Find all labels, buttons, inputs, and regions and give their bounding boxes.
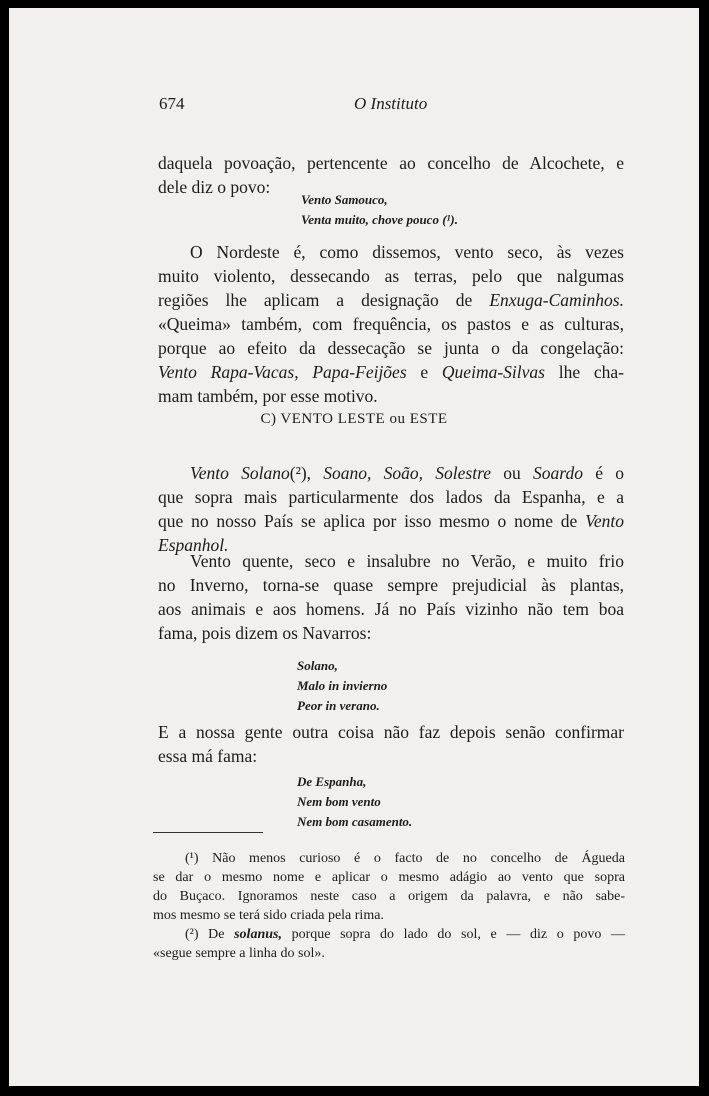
text-line: aos animais e aos homens. Já no País vizinho não tem boa	[158, 599, 624, 619]
verse-1	[301, 190, 458, 230]
text-segment: lhe cha-	[544, 362, 624, 382]
text-segment-italic: Enxuga-Caminhos.	[489, 290, 624, 310]
text-line: fama, pois dizem os Navarros:	[158, 623, 372, 643]
text-segment-italic: Queima-Silvas	[441, 362, 545, 382]
running-head: O Instituto	[354, 94, 428, 113]
text-line	[158, 360, 624, 384]
document-page	[9, 8, 699, 1086]
footnote-line	[153, 925, 625, 944]
text-segment-italic: solanus,	[234, 927, 282, 942]
footnote-line: mos mesmo se terá sido criada pela rima.	[153, 908, 384, 923]
footnote-1	[153, 849, 625, 925]
footnote-line: (¹) Não menos curioso é o facto de no concelho de Águeda	[185, 851, 625, 866]
section-heading: C) VENTO LESTE ou ESTE	[260, 411, 448, 427]
footnote-2	[153, 925, 625, 963]
text-segment-italic: Vento Solano	[190, 463, 290, 483]
text-line: no Inverno, torna-se quase sempre prejudicial às plantas,	[158, 575, 624, 595]
text-segment: ou	[491, 463, 534, 483]
text-segment-italic: Espanhol.	[158, 535, 229, 555]
text-line: daquela povoação, pertencente ao concelho de Alcochete, e	[158, 153, 624, 173]
footnote-line: «segue sempre a linha do sol».	[153, 946, 325, 961]
text-line: Vento quente, seco e insalubre no Verão, e muito frio	[190, 551, 624, 571]
text-segment: que no nosso País se aplica por isso mesmo o nome de	[158, 511, 586, 531]
text-segment: e	[406, 362, 442, 382]
verse-2	[297, 656, 387, 716]
text-line	[158, 509, 624, 533]
paragraph-4	[158, 549, 624, 645]
verse-line: Nem bom casamento.	[297, 814, 413, 829]
verse-line: Solano,	[297, 658, 338, 673]
text-segment: (²) De	[185, 927, 235, 942]
verse-line: De Espanha,	[297, 774, 367, 789]
text-line: E a nossa gente outra coisa não faz depois senão confirmar	[158, 722, 624, 742]
text-segment-italic: Vento	[585, 511, 624, 531]
text-segment: porque sopra do lado do sol, e — diz o povo —	[281, 927, 625, 942]
paragraph-3	[158, 461, 624, 557]
text-line: O Nordeste é, como dissemos, vento seco, às vezes	[190, 242, 624, 262]
text-segment: (²),	[289, 463, 324, 483]
text-segment: regiões lhe aplicam a designação de	[158, 290, 490, 310]
text-line: «Queima» também, com frequência, os pastos e as culturas,	[158, 314, 624, 334]
text-line: essa má fama:	[158, 746, 258, 766]
text-segment-italic: Soano, Soão, Solestre	[323, 463, 492, 483]
paragraph-2	[158, 240, 624, 408]
text-line: porque ao efeito da dessecação se junta o da congelação:	[158, 338, 624, 358]
page-number: 674	[159, 94, 185, 113]
text-line: que sopra mais particularmente dos lados da Espanha, e a	[158, 487, 624, 507]
text-segment-italic: Soardo	[533, 463, 583, 483]
text-segment: é o	[582, 463, 624, 483]
footnote-line: do Buçaco. Ignoramos neste caso a origem da palavra, e não sabe-	[153, 889, 625, 904]
verse-line: Peor in verano.	[297, 698, 380, 713]
verse-3	[297, 772, 412, 832]
paragraph-5	[158, 720, 624, 768]
footnote-line: se dar o mesmo nome e aplicar o mesmo adágio ao vento que sopra	[153, 870, 625, 885]
text-line: mam também, por esse motivo.	[158, 386, 378, 406]
text-line	[158, 288, 624, 312]
text-line	[158, 461, 624, 485]
text-line: dele diz o povo:	[158, 177, 271, 197]
verse-line: Venta muito, chove pouco (¹).	[301, 212, 459, 227]
text-line: muito violento, dessecando as terras, pelo que nalgumas	[158, 266, 624, 286]
text-segment-italic: Vento Rapa-Vacas, Papa-Feijões	[158, 362, 407, 382]
verse-line: Malo in invierno	[297, 678, 388, 693]
verse-line: Nem bom vento	[297, 794, 381, 809]
footnote-rule	[153, 832, 263, 833]
verse-line: Vento Samouco,	[301, 192, 388, 207]
